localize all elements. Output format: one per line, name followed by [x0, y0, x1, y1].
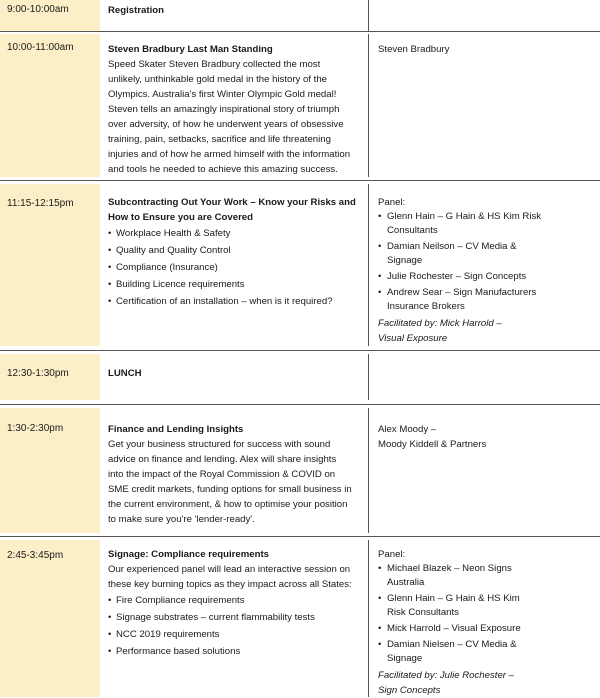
facilitator-line: Facilitated by: Mick Harrold – — [378, 318, 502, 329]
session-time: 12:30-1:30pm — [0, 354, 100, 400]
session-row-registration — [0, 0, 600, 31]
panel-member-list — [378, 562, 594, 666]
panel-member — [378, 592, 594, 620]
session-row-signage — [0, 540, 600, 697]
panel-member-list — [378, 210, 594, 314]
description-line: to make sure you're 'lender-ready'. — [108, 514, 255, 525]
bullet-item: • Workplace Health & Safety — [108, 225, 362, 242]
facilitator-line: Facilitated by: Julie Rochester – — [378, 670, 514, 681]
bullet-item: • NCC 2019 requirements — [108, 626, 362, 643]
member-line: • Damian Nielsen – CV Media & — [387, 639, 517, 650]
panel-member — [378, 270, 594, 284]
description-line: over adversity, of how he underwent years of obsessive — [108, 119, 344, 130]
facilitator-note — [378, 316, 594, 346]
session-title: Signage: Compliance requirements — [108, 549, 269, 560]
session-title-line: How to Ensure you are Covered — [108, 212, 254, 223]
description-line: advice on finance and lending. Alex will share insights — [108, 454, 337, 465]
speaker-name: Alex Moody – — [378, 424, 437, 435]
session-title: Finance and Lending Insights — [108, 424, 244, 435]
panel-label: Panel: — [378, 549, 406, 560]
session-time: 11:15-12:15pm — [0, 184, 100, 346]
session-topic — [100, 184, 369, 346]
description-line: Get your business structured for success with sound — [108, 439, 331, 450]
panel-member — [378, 286, 594, 314]
bullet-item: • Building Licence requirements — [108, 276, 362, 293]
member-line: Signage — [387, 255, 423, 266]
session-description — [108, 437, 362, 527]
description-line: the current environment, & how to optimise your position — [108, 499, 348, 510]
session-row-lunch — [0, 354, 600, 400]
description-line: Our experienced panel will lead an interactive session on — [108, 564, 351, 575]
panel-member — [378, 210, 594, 238]
session-topic — [100, 540, 369, 697]
session-time: 9:00-10:00am — [0, 0, 100, 31]
session-row-finance — [0, 408, 600, 533]
session-time: 2:45-3:45pm — [0, 540, 100, 697]
session-time: 1:30-2:30pm — [0, 408, 100, 533]
panel-label: Panel: — [378, 197, 406, 208]
row-divider — [0, 350, 600, 351]
description-line: training, pain, setbacks, sacrifice and life threatening — [108, 134, 331, 145]
session-title: Steven Bradbury Last Man Standing — [108, 44, 273, 55]
panel-member — [378, 638, 594, 666]
member-line: • Glenn Hain – G Hain & HS Kim Risk — [387, 211, 542, 222]
bullet-item: • Quality and Quality Control — [108, 242, 362, 259]
session-description — [108, 57, 362, 177]
member-line: Signage — [387, 653, 423, 664]
description-line: Olympics. Australia's first Winter Olympic Gold medal! — [108, 89, 337, 100]
member-line: • Andrew Sear – Sign Manufacturers — [387, 287, 537, 298]
session-title-line: Subcontracting Out Your Work – Know your Risks and — [108, 197, 356, 208]
member-line: • Julie Rochester – Sign Concepts — [387, 271, 527, 282]
session-row-subcontracting — [0, 184, 600, 346]
description-line: and tools he needed to achieve this amazing success. — [108, 164, 338, 175]
member-line: • Michael Blazek – Neon Signs — [387, 563, 512, 574]
speaker-name: Steven Bradbury — [378, 44, 450, 55]
session-speaker — [370, 0, 600, 31]
member-line: • Mick Harrold – Visual Exposure — [387, 623, 521, 634]
bullet-item: • Performance based solutions — [108, 643, 362, 660]
session-title: Registration — [108, 5, 164, 16]
facilitator-line: Visual Exposure — [378, 333, 448, 344]
bullet-item: • Certification of an installation – when is it required? — [108, 293, 362, 310]
facilitator-line: Sign Concepts — [378, 685, 441, 696]
session-topic — [100, 34, 369, 177]
topic-bullet-list — [108, 225, 362, 310]
facilitator-note — [378, 668, 594, 698]
panel-member — [378, 240, 594, 268]
session-topic — [100, 408, 369, 533]
topic-bullet-list — [108, 592, 362, 660]
panel-member — [378, 562, 594, 590]
session-topic — [100, 0, 369, 31]
bullet-item: • Fire Compliance requirements — [108, 592, 362, 609]
session-speaker — [370, 354, 600, 400]
panel-member — [378, 622, 594, 636]
member-line: Consultants — [387, 225, 438, 236]
speaker-organization: Moody Kiddell & Partners — [378, 439, 487, 450]
row-divider — [0, 536, 600, 537]
session-title: LUNCH — [108, 368, 142, 379]
session-speaker — [370, 408, 600, 533]
description-line: SME credit markets, funding options for small business in — [108, 484, 352, 495]
member-line: • Damian Neilson – CV Media & — [387, 241, 517, 252]
row-divider — [0, 31, 600, 32]
description-line: Steven tells an amazingly inspirational story of triumph — [108, 104, 340, 115]
session-time: 10:00-11:00am — [0, 34, 100, 177]
row-divider — [0, 180, 600, 181]
member-line: Insurance Brokers — [387, 301, 465, 312]
member-line: • Glenn Hain – G Hain & HS Kim — [387, 593, 520, 604]
session-speaker — [370, 184, 600, 346]
session-speaker — [370, 34, 600, 177]
member-line: Risk Consultants — [387, 607, 459, 618]
description-line: these key burning topics as they impact across all States: — [108, 579, 352, 590]
session-row-keynote — [0, 34, 600, 177]
session-speaker — [370, 540, 600, 697]
description-line: Speed Skater Steven Bradbury collected the most — [108, 59, 321, 70]
description-line: injuries and of how he armed himself with the information — [108, 149, 351, 160]
description-line: into the impact of the Royal Commission & COVID on — [108, 469, 336, 480]
member-line: Australia — [387, 577, 425, 588]
description-line: unlikely, unthinkable gold medal in the history of the — [108, 74, 328, 85]
row-divider — [0, 404, 600, 405]
bullet-item: • Signage substrates – current flammability tests — [108, 609, 362, 626]
session-description — [108, 562, 362, 592]
bullet-item: • Compliance (Insurance) — [108, 259, 362, 276]
session-topic — [100, 354, 369, 400]
